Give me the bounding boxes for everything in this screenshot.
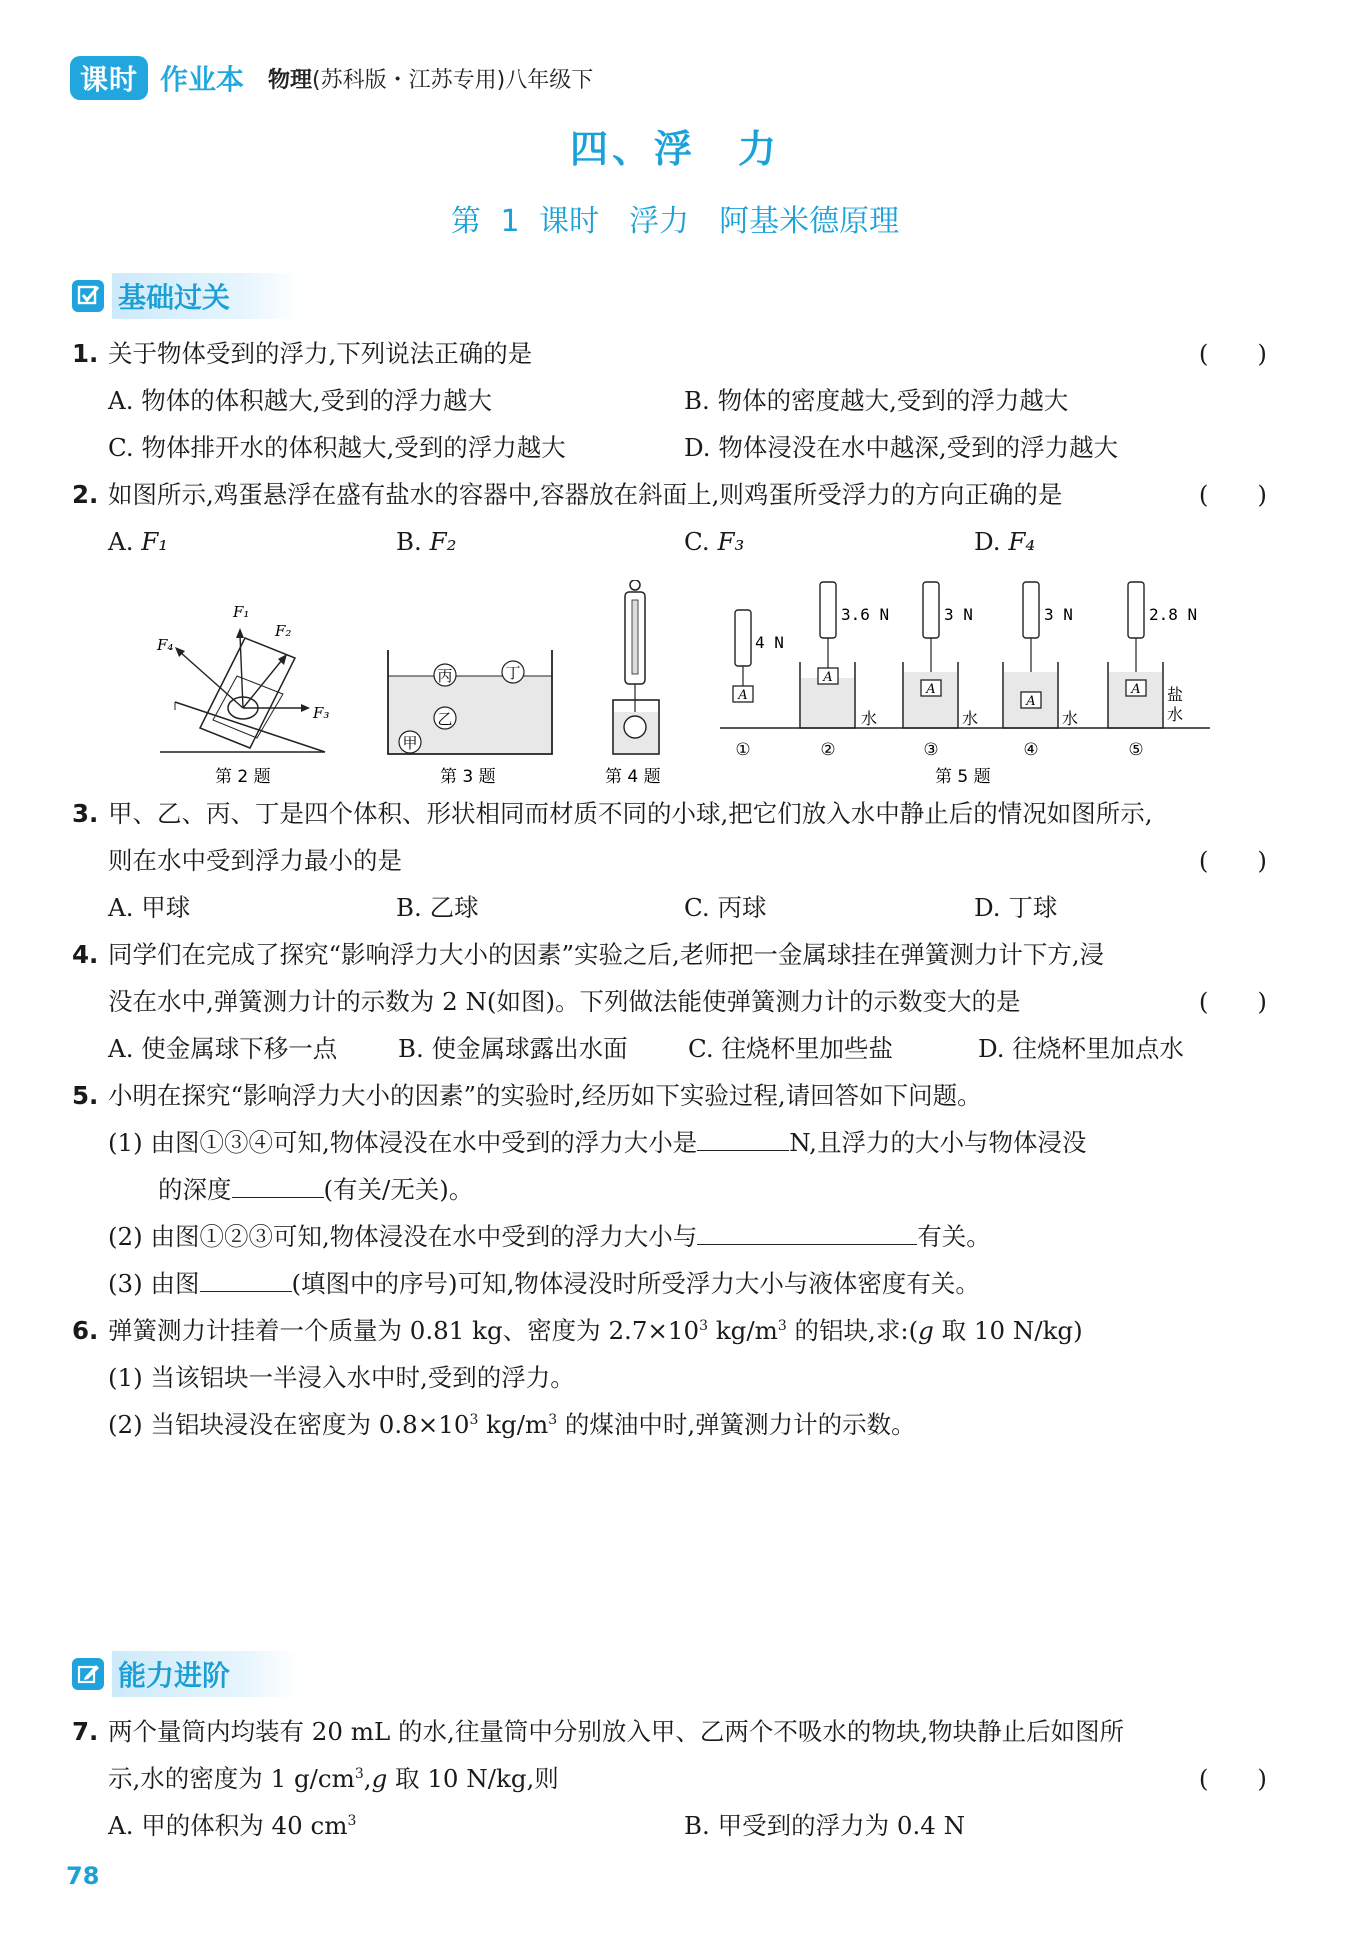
answer-blank[interactable]	[200, 1267, 292, 1292]
answer-blank[interactable]	[697, 1126, 789, 1151]
question-number: 7.	[72, 1717, 99, 1746]
section-basic-label: 基础过关	[112, 273, 300, 319]
question-3	[72, 790, 1267, 837]
figure-4-spring-scale	[605, 580, 661, 787]
answer-paren: ( )	[1198, 987, 1267, 1016]
book-header	[70, 56, 593, 100]
questions-basic-cont	[72, 790, 1267, 1448]
checkbox-icon	[72, 280, 104, 312]
book-info	[268, 63, 593, 94]
question-4-line2: 没在水中,弹簧测力计的示数为 2 N(如图)。下列做法能使弹簧测力计的示数变大的是 ( )	[72, 978, 1267, 1025]
label-water-4: 水	[1062, 709, 1079, 728]
option-d: D. 往烧杯里加点水	[978, 1034, 1184, 1063]
question-stem: 关于物体受到的浮力,下列说法正确的是	[108, 339, 533, 368]
label-f2: F₂	[275, 622, 292, 640]
label-salt-water: 水	[1167, 705, 1184, 724]
option-a: A. 使金属球下移一点	[108, 1034, 338, 1063]
svg-text:A: A	[1131, 682, 1141, 697]
option-b: B. 物体的密度越大,受到的浮力越大	[684, 386, 1069, 415]
section-advanced-label: 能力进阶	[112, 1651, 300, 1697]
option-c: C. 物体排开水的体积越大,受到的浮力越大	[108, 433, 566, 462]
option-b: B. 使金属球露出水面	[398, 1034, 628, 1063]
option-c: C. 丙球	[684, 893, 767, 922]
question-stem: 两个量筒内均装有 20 mL 的水,往量筒中分别放入甲、乙两个不吸水的物块,物块静止后如图所	[108, 1717, 1125, 1746]
option-b: B. 甲受到的浮力为 0.4 N	[684, 1811, 966, 1840]
ball-ding: 丁	[505, 664, 521, 682]
figure-5-caption: 第 5 题	[935, 767, 991, 787]
figure-2-incline	[156, 603, 329, 787]
answer-paren: ( )	[1198, 846, 1267, 875]
svg-text:A: A	[1026, 694, 1036, 709]
reading-4: 3 N	[1044, 605, 1073, 624]
option-d: D. 物体浸没在水中越深,受到的浮力越大	[684, 433, 1119, 462]
q2-options	[72, 518, 1267, 565]
question-3-line2: 则在水中受到浮力最小的是 ( )	[72, 837, 1267, 884]
q5-part-1: (1) 由图①③④可知,物体浸没在水中受到的浮力大小是 N,且浮力的大小与物体浸没	[108, 1128, 1087, 1157]
answer-blank[interactable]	[232, 1173, 324, 1198]
step-5: ⑤	[1128, 740, 1144, 760]
answer-blank[interactable]	[697, 1220, 917, 1245]
option-c: C. 往烧杯里加些盐	[688, 1034, 893, 1063]
step-2: ②	[820, 740, 836, 760]
edition: (苏科版・江苏专用)八年级下	[312, 67, 594, 93]
question-number: 6.	[72, 1316, 99, 1345]
figure-3-beaker	[388, 650, 552, 787]
chapter-title: 四、浮 力	[569, 127, 780, 171]
question-5	[72, 1072, 1267, 1119]
question-6: 6. 弹簧测力计挂着一个质量为 0.81 kg、密度为 $2.7\times 10^3$ $kg/m^3$ 的铝块,求:(g 取 10 N/kg)	[72, 1307, 1267, 1354]
svg-text:A: A	[823, 670, 833, 685]
ball-jia: 甲	[402, 734, 418, 752]
label-f4: F₄	[157, 636, 174, 654]
brand-name: 作业本	[160, 63, 245, 96]
ball-yi: 乙	[437, 710, 453, 728]
label-f3: F₃	[313, 704, 330, 722]
figure-3-caption: 第 3 题	[440, 767, 496, 787]
figures-row	[135, 580, 1235, 790]
step-1: ①	[735, 740, 751, 760]
q3-options	[72, 884, 1267, 931]
option-d: D. 丁球	[974, 893, 1058, 922]
brand-logo: 课时	[70, 56, 148, 100]
question-number: 5.	[72, 1081, 99, 1110]
option-a: A. 物体的体积越大,受到的浮力越大	[108, 386, 493, 415]
answer-paren: ( )	[1198, 339, 1267, 368]
question-stem: 如图所示,鸡蛋悬浮在盛有盐水的容器中,容器放在斜面上,则鸡蛋所受浮力的方向正确的是	[108, 480, 1063, 509]
step-4: ④	[1023, 740, 1039, 760]
option-a: A. 甲的体积为 40 $cm^3$	[108, 1811, 357, 1840]
q6-part-2: (2) 当铝块浸没在密度为 $0.8\times 10^3$ $kg/m^3$ 的煤油中时,弹簧测力计的示数。	[108, 1410, 916, 1439]
question-7	[72, 1708, 1267, 1755]
edit-icon	[72, 1658, 104, 1690]
q4-options	[72, 1025, 1267, 1072]
answer-paren: ( )	[1198, 480, 1267, 509]
question-stem: 甲、乙、丙、丁是四个体积、形状相同而材质不同的小球,把它们放入水中静止后的情况如图所示,	[108, 799, 1153, 828]
step-3: ③	[923, 740, 939, 760]
question-number: 2.	[72, 480, 99, 509]
lesson-title: 第 1 课时 浮力 阿基米德原理	[450, 204, 900, 239]
reading-1: 4 N	[755, 633, 784, 652]
question-4	[72, 931, 1267, 978]
section-basic	[72, 276, 300, 316]
q5-part-1-cont: 的深度 (有关/无关)。	[158, 1175, 474, 1204]
subject: 物理	[268, 67, 313, 93]
ball-bing: 丙	[437, 667, 453, 685]
reading-3: 3 N	[944, 605, 973, 624]
figure-5-experiment	[720, 582, 1210, 787]
label-water-3: 水	[962, 709, 979, 728]
question-number: 3.	[72, 799, 99, 828]
question-number: 1.	[72, 339, 99, 368]
option-c: C. F₃	[684, 527, 745, 556]
label-salt: 盐	[1167, 685, 1184, 704]
option-b: B. F₂	[396, 527, 457, 556]
question-stem: 小明在探究“影响浮力大小的因素”的实验时,经历如下实验过程,请回答如下问题。	[108, 1081, 982, 1110]
reading-5: 2.8 N	[1149, 605, 1198, 624]
page-number: 78	[66, 1862, 100, 1890]
section-advanced	[72, 1654, 300, 1694]
questions-advanced	[72, 1708, 1267, 1849]
figure-2-caption: 第 2 题	[215, 767, 271, 787]
option-a: A. 甲球	[108, 893, 191, 922]
q5-part-2: (2) 由图①②③可知,物体浸没在水中受到的浮力大小与 有关。	[108, 1222, 991, 1251]
q1-options	[72, 377, 1267, 471]
answer-paren: ( )	[1198, 1764, 1267, 1793]
question-1	[72, 330, 1267, 377]
question-7-line2: 示,水的密度为 1 $g/cm^3,g$ 取 10 N/kg,则 ( )	[72, 1755, 1267, 1802]
q7-options	[72, 1802, 1267, 1849]
figure-4-caption: 第 4 题	[605, 767, 661, 787]
question-stem: 同学们在完成了探究“影响浮力大小的因素”实验之后,老师把一金属球挂在弹簧测力计下方,浸	[108, 940, 1105, 969]
q6-part-1: (1) 当该铝块一半浸入水中时,受到的浮力。	[108, 1363, 575, 1392]
questions-basic	[72, 330, 1267, 565]
reading-2: 3.6 N	[841, 605, 890, 624]
label-f1: F₁	[233, 603, 250, 621]
question-number: 4.	[72, 940, 99, 969]
svg-text:A: A	[926, 682, 936, 697]
option-a: A. F₁	[108, 527, 169, 556]
block-a: A	[738, 688, 748, 703]
question-2	[72, 471, 1267, 518]
q5-part-3: (3) 由图 (填图中的序号)可知,物体浸没时所受浮力大小与液体密度有关。	[108, 1269, 980, 1298]
option-d: D. F₄	[974, 527, 1036, 556]
option-b: B. 乙球	[396, 893, 479, 922]
label-water-2: 水	[861, 709, 878, 728]
